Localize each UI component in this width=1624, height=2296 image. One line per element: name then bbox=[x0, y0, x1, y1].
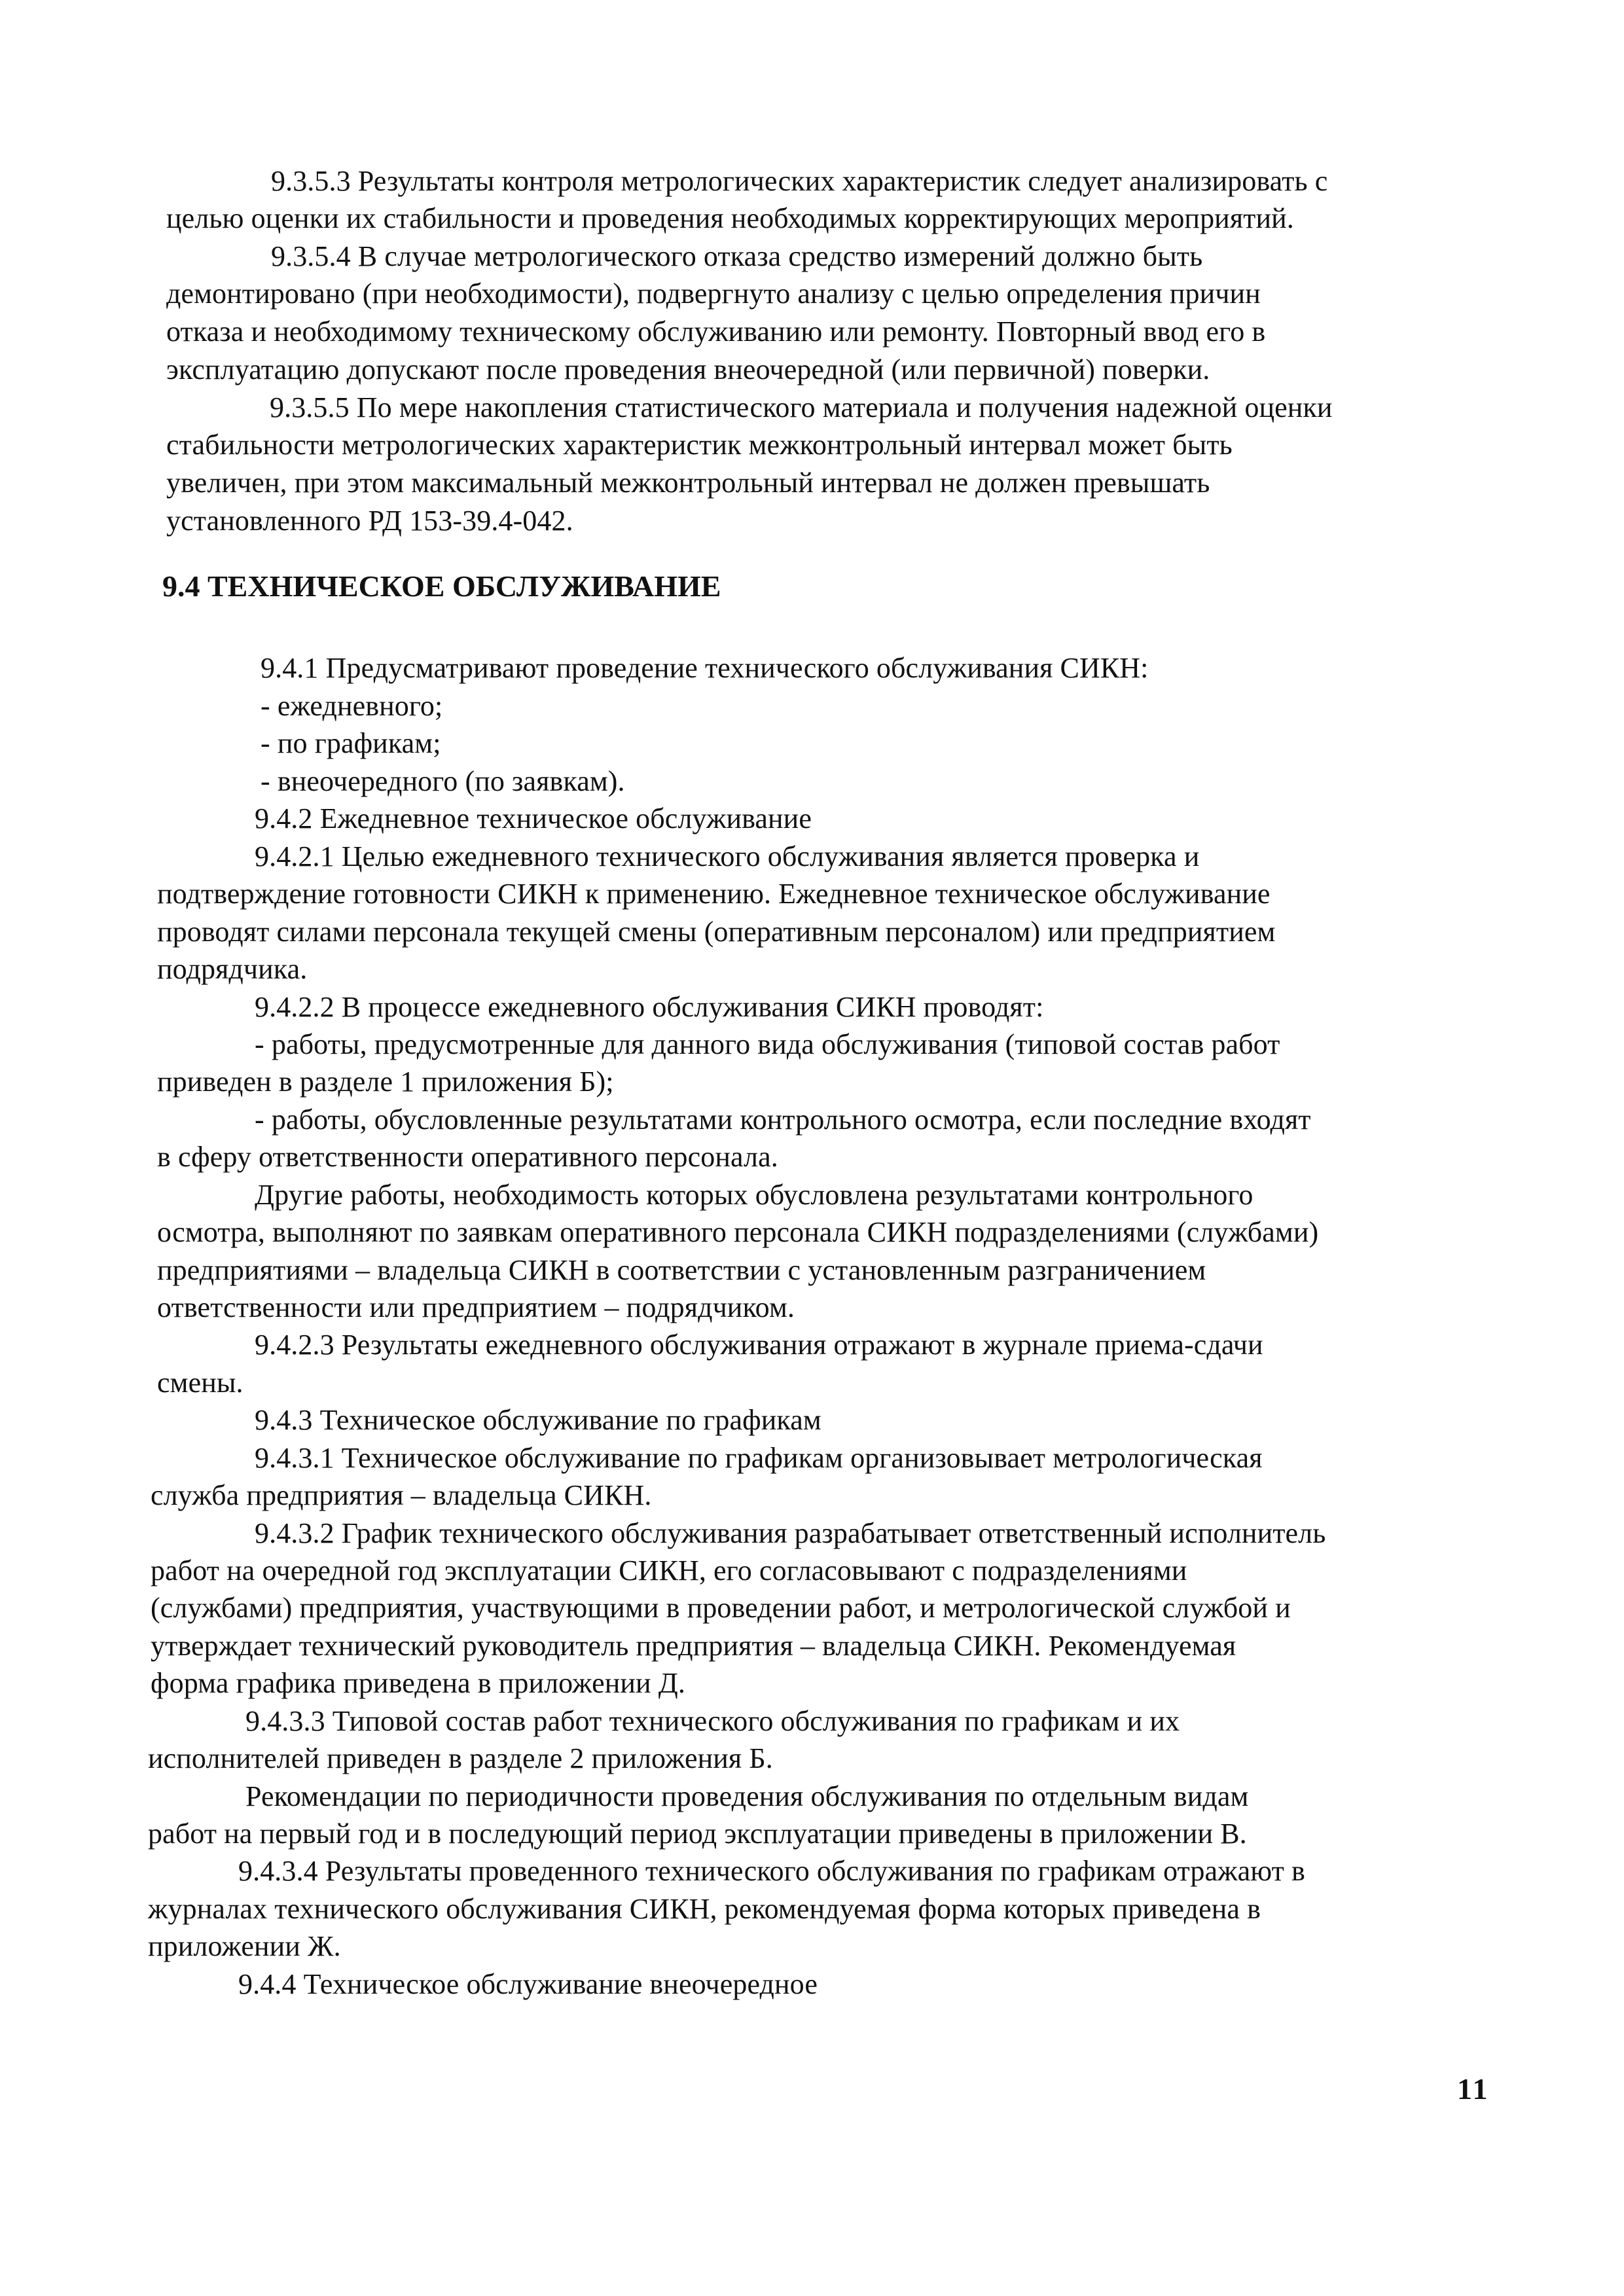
text-line: предприятиями – владельца СИКН в соответствии с установленным разграничением bbox=[157, 1254, 1206, 1286]
text-line: - работы, обусловленные результатами контрольного осмотра, если последние входят bbox=[255, 1103, 1311, 1136]
text-line: исполнителей приведен в разделе 2 приложения Б. bbox=[148, 1742, 773, 1774]
text-line: Другие работы, необходимость которых обусловлена результатами контрольного bbox=[255, 1179, 1254, 1211]
text-line: журналах технического обслуживания СИКН, рекомендуемая форма которых приведена в bbox=[148, 1893, 1261, 1925]
text-line: 9.3.5.5 По мере накопления статистического материала и получения надежной оценки bbox=[270, 391, 1333, 423]
text-line: осмотра, выполняют по заявкам оперативного персонала СИКН подразделениями (службами) bbox=[157, 1216, 1319, 1248]
text-line: установленного РД 153-39.4-042. bbox=[166, 505, 573, 537]
text-line: демонтировано (при необходимости), подвергнуто анализу с целью определения причин bbox=[166, 278, 1261, 310]
text-line: 9.4.3 Техническое обслуживание по графикам bbox=[255, 1404, 821, 1436]
text-line: 9.4.1 Предусматривают проведение технического обслуживания СИКН: bbox=[261, 652, 1149, 684]
text-line: 9.4.4 Техническое обслуживание внеочередное bbox=[238, 1968, 818, 2000]
page-number: 11 bbox=[1457, 2072, 1490, 2106]
text-line: ответственности или предприятием – подрядчиком. bbox=[157, 1291, 795, 1323]
text-line: 9.4.2.1 Целью ежедневного технического обслуживания является проверка и bbox=[255, 840, 1200, 872]
text-line: 9.4.2.2 В процессе ежедневного обслуживания СИКН проводят: bbox=[255, 991, 1044, 1023]
text-line: 9.4.3.1 Техническое обслуживание по графикам организовывает метрологическая bbox=[255, 1442, 1263, 1474]
section-heading: 9.4 ТЕХНИЧЕСКОЕ ОБСЛУЖИВАНИЕ bbox=[162, 569, 721, 603]
text-line: - работы, предусмотренные для данного вида обслуживания (типовой состав работ bbox=[255, 1028, 1280, 1060]
text-line: служба предприятия – владельца СИКН. bbox=[151, 1479, 652, 1511]
list-item: - по графикам; bbox=[261, 727, 441, 759]
text-line: работ на очередной год эксплуатации СИКН, его согласовывают с подразделениями bbox=[151, 1554, 1187, 1587]
text-line: 9.4.2 Ежедневное техническое обслуживание bbox=[255, 802, 812, 834]
text-line: 9.4.3.4 Результаты проведенного технического обслуживания по графикам отражают в bbox=[238, 1855, 1305, 1887]
text-line: эксплуатацию допускают после проведения внеочередной (или первичной) поверки. bbox=[166, 353, 1210, 386]
list-item: - ежедневного; bbox=[261, 690, 443, 722]
text-line: проводят силами персонала текущей смены (оперативным персоналом) или предприятием bbox=[157, 916, 1276, 948]
text-line: утверждает технический руководитель предприятия – владельца СИКН. Рекомендуемая bbox=[151, 1630, 1236, 1662]
text-line: приведен в разделе 1 приложения Б); bbox=[157, 1066, 614, 1098]
text-line: Рекомендации по периодичности проведения обслуживания по отдельным видам bbox=[245, 1780, 1249, 1812]
text-line: смены. bbox=[157, 1367, 244, 1399]
text-line: приложении Ж. bbox=[148, 1930, 341, 1962]
text-line: в сферу ответственности оперативного персонала. bbox=[157, 1141, 778, 1173]
text-line: подрядчика. bbox=[157, 953, 308, 985]
text-line: 9.3.5.4 В случае метрологического отказа средство измерений должно быть bbox=[271, 240, 1203, 272]
list-item: - внеочередного (по заявкам). bbox=[261, 765, 625, 797]
text-line: (службами) предприятия, участвующими в проведении работ, и метрологической службой и bbox=[151, 1592, 1291, 1624]
text-line: целью оценки их стабильности и проведения необходимых корректирующих мероприятий. bbox=[166, 202, 1294, 234]
text-line: отказа и необходимому техническому обслуживанию или ремонту. Повторный ввод его в bbox=[166, 315, 1266, 348]
text-line: работ на первый год и в последующий период эксплуатации приведены в приложении В. bbox=[148, 1818, 1247, 1850]
text-line: подтверждение готовности СИКН к применению. Ежедневное техническое обслуживание bbox=[157, 878, 1271, 910]
text-line: 9.4.3.3 Типовой состав работ технического обслуживания по графикам и их bbox=[245, 1705, 1180, 1737]
text-line: стабильности метрологических характеристик межконтрольный интервал может быть bbox=[166, 429, 1233, 461]
text-line: форма графика приведена в приложении Д. bbox=[151, 1667, 685, 1699]
text-line: увеличен, при этом максимальный межконтрольный интервал не должен превышать bbox=[166, 467, 1210, 499]
text-line: 9.4.2.3 Результаты ежедневного обслуживания отражают в журнале приема-сдачи bbox=[255, 1329, 1263, 1361]
text-line: 9.4.3.2 График технического обслуживания разрабатывает ответственный исполнитель bbox=[255, 1517, 1326, 1549]
text-line: 9.3.5.3 Результаты контроля метрологических характеристик следует анализировать с bbox=[271, 165, 1328, 197]
